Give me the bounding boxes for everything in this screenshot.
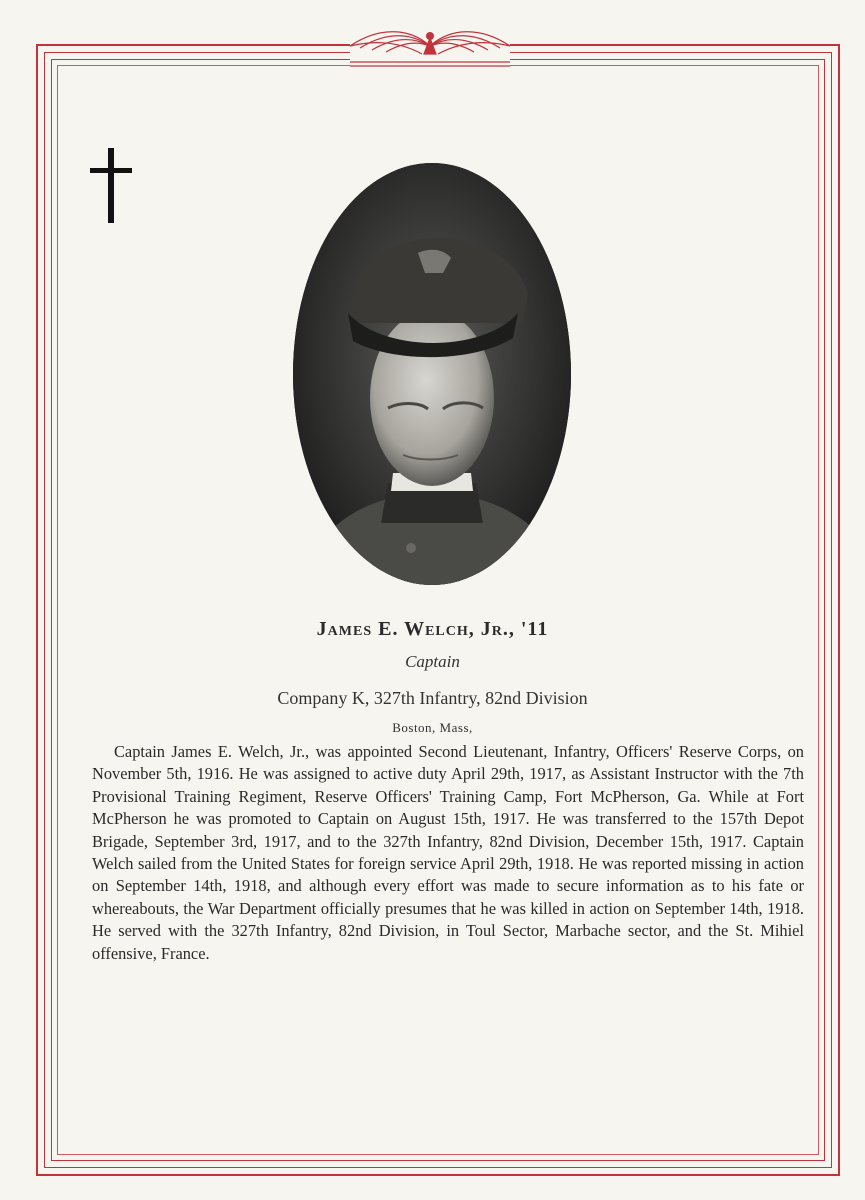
portrait-photo [293,163,571,585]
latin-cross-icon [90,148,132,223]
unit-label: Company K, 327th Infantry, 82nd Division [277,688,588,708]
person-name-heading: James E. Welch, Jr., '11 [316,618,549,640]
hometown-label: Boston, Mass, [392,720,473,735]
rank-label: Captain [405,652,460,671]
biography-text: Captain James E. Welch, Jr., was appointed Second Lieutenant, Infantry, Officers' Reserve Corps, on November 5th, 1916. He was assigned to active duty April 29th, 1917, as Assistant Instructor with the 7th Provisional Training Regiment, Reserve Officers' Training Camp, Fort McPherson, Ga. While at Fort McPherson he was promoted to Captain on August 15th, 1917. He was transferred to the 157th Depot Brigade, September 3rd, 1917, and to the 327th Infantry, 82nd Division, December 15th, 1917. Captain Welch sailed from the United States for foreign service April 29th, 1918. He was reported missing in action on September 14th, 1918, and although every effort was made to secure information as to his fate or whereabouts, the War Department officially presumes that he was killed in action on September 14th, 1918. He served with the 327th Infantry, 82nd Division, in Toul Sector, Marbache sector, and the St. Mihiel offensive, France. [92,742,804,963]
eagle-ornament-icon [330,18,530,78]
